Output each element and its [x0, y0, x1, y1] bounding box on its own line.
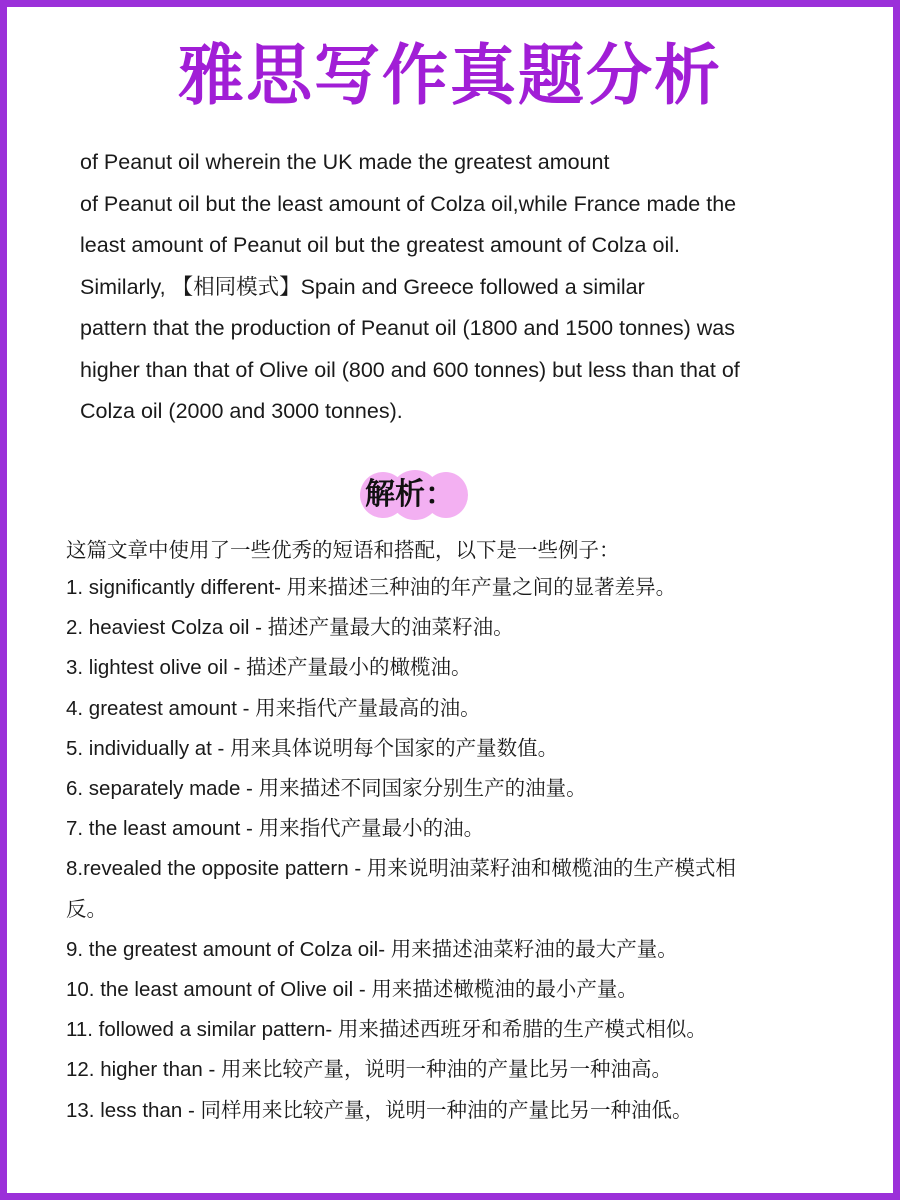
list-item: 9. the greatest amount of Colza oil- 用来描述油菜籽油的最大产量。: [66, 937, 678, 961]
list-item: 5. individually at - 用来具体说明每个国家的产量数值。: [66, 736, 559, 760]
analysis-intro: 这篇文章中使用了一些优秀的短语和搭配，以下是一些例子：: [66, 538, 620, 562]
page-title: 雅思写作真题分析: [178, 37, 722, 114]
essay-excerpt: [80, 142, 840, 433]
essay-line: Similarly, 【相同模式】Spain and Greece followed a similar: [80, 274, 645, 299]
list-item: 反。: [66, 897, 107, 921]
analysis-heading-label: 解析：: [365, 477, 455, 512]
essay-line: Colza oil (2000 and 3000 tonnes).: [80, 399, 403, 423]
essay-line: of Peanut oil wherein the UK made the greatest amount: [80, 150, 610, 174]
list-item: 6. separately made - 用来描述不同国家分别生产的油量。: [66, 777, 587, 801]
essay-line: of Peanut oil but the least amount of Colza oil,while France made the: [80, 191, 737, 216]
list-item: 13. less than - 同样用来比较产量，说明一种油的产量比另一种油低。: [66, 1098, 693, 1122]
analysis-heading: [340, 468, 480, 518]
essay-line: pattern that the production of Peanut oil (1800 and 1500 tonnes) was: [80, 316, 736, 340]
list-item: 11. followed a similar pattern- 用来描述西班牙和希腊的生产模式相似。: [66, 1018, 707, 1042]
list-item: 3. lightest olive oil - 描述产量最小的橄榄油。: [66, 656, 472, 680]
list-item: 1. significantly different- 用来描述三种油的年产量之间的显著差异。: [66, 576, 677, 599]
essay-line: higher than that of Olive oil (800 and 600 tonnes) but less than that of: [80, 357, 740, 382]
list-item: 8.revealed the opposite pattern - 用来说明油菜籽油和橄榄油的生产模式相: [66, 857, 736, 881]
list-item: 12. higher than - 用来比较产量，说明一种油的产量比另一种油高。: [66, 1058, 672, 1082]
essay-line: least amount of Peanut oil but the greatest amount of Colza oil.: [80, 233, 680, 257]
list-item: 10. the least amount of Olive oil - 用来描述橄榄油的最小产量。: [66, 978, 638, 1002]
list-item: 2. heaviest Colza oil - 描述产量最大的油菜籽油。: [66, 616, 514, 640]
list-item: 7. the least amount - 用来指代产量最小的油。: [66, 817, 485, 841]
list-item: 4. greatest amount - 用来指代产量最高的油。: [66, 696, 481, 720]
phrase-list: [66, 568, 856, 1131]
